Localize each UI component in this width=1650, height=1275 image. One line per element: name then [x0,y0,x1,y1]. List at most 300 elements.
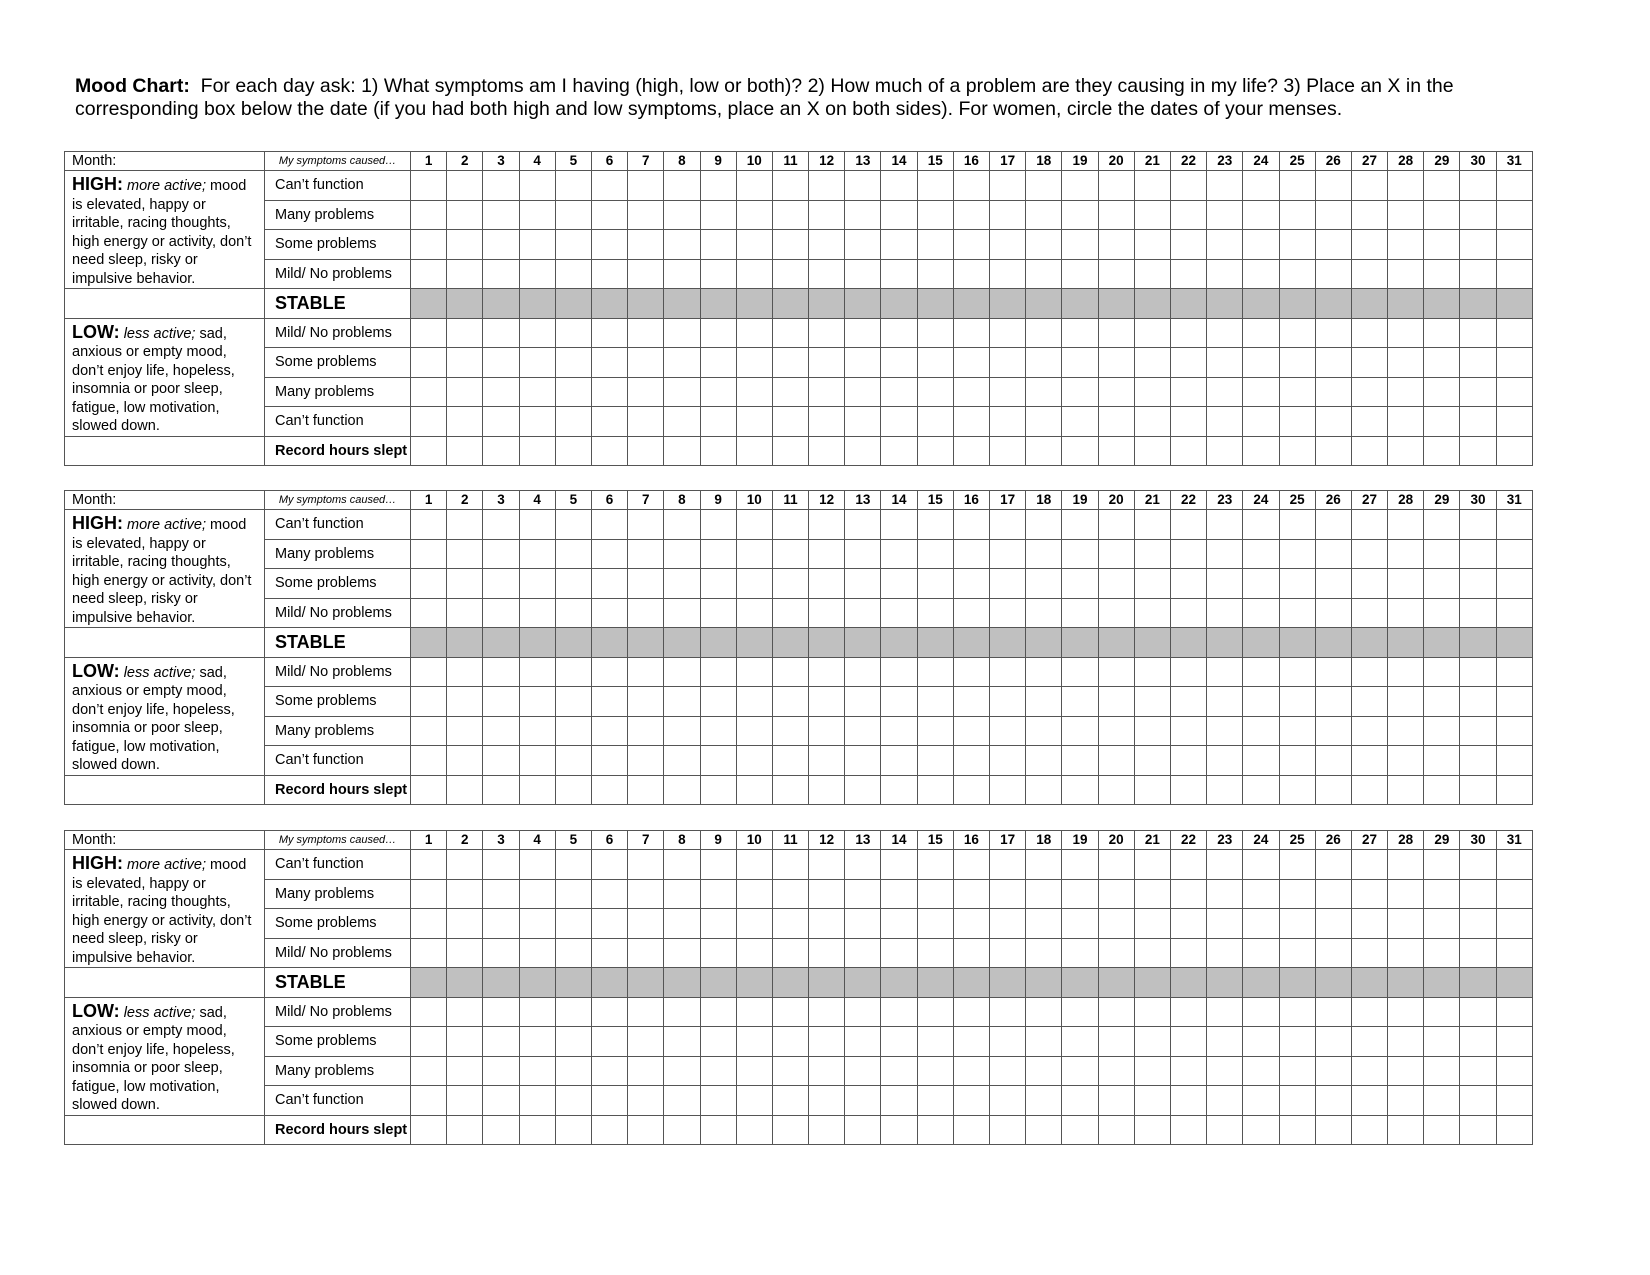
day-entry-cell[interactable] [555,318,591,348]
day-entry-cell[interactable] [483,909,519,939]
day-entry-cell[interactable] [881,1056,917,1086]
day-entry-cell[interactable] [411,938,447,968]
day-entry-cell[interactable] [990,687,1026,717]
day-entry-cell[interactable] [809,1056,845,1086]
day-entry-cell[interactable] [845,569,881,599]
day-entry-cell[interactable] [1170,1115,1206,1145]
day-entry-cell[interactable] [990,968,1026,998]
day-entry-cell[interactable] [1026,598,1062,628]
day-entry-cell[interactable] [664,628,700,658]
day-entry-cell[interactable] [1388,436,1424,466]
day-entry-cell[interactable] [990,1115,1026,1145]
day-entry-cell[interactable] [1496,377,1532,407]
day-entry-cell[interactable] [483,628,519,658]
day-entry-cell[interactable] [881,348,917,378]
day-entry-cell[interactable] [881,687,917,717]
day-entry-cell[interactable] [483,510,519,540]
day-entry-cell[interactable] [1315,598,1351,628]
day-entry-cell[interactable] [736,850,772,880]
day-entry-cell[interactable] [953,200,989,230]
day-entry-cell[interactable] [411,259,447,289]
day-entry-cell[interactable] [1351,657,1387,687]
day-entry-cell[interactable] [1388,968,1424,998]
day-entry-cell[interactable] [447,775,483,805]
day-entry-cell[interactable] [1388,348,1424,378]
day-entry-cell[interactable] [664,879,700,909]
day-entry-cell[interactable] [1207,539,1243,569]
day-entry-cell[interactable] [1351,1056,1387,1086]
day-entry-cell[interactable] [1207,716,1243,746]
day-entry-cell[interactable] [845,436,881,466]
day-entry-cell[interactable] [1134,628,1170,658]
day-entry-cell[interactable] [700,436,736,466]
day-entry-cell[interactable] [664,598,700,628]
day-entry-cell[interactable] [447,687,483,717]
day-entry-cell[interactable] [700,510,736,540]
day-entry-cell[interactable] [881,569,917,599]
day-entry-cell[interactable] [1026,1056,1062,1086]
day-entry-cell[interactable] [1134,569,1170,599]
day-entry-cell[interactable] [1170,510,1206,540]
day-entry-cell[interactable] [772,1027,808,1057]
day-entry-cell[interactable] [447,909,483,939]
day-entry-cell[interactable] [1243,436,1279,466]
day-entry-cell[interactable] [1279,746,1315,776]
day-entry-cell[interactable] [1062,348,1098,378]
day-entry-cell[interactable] [1460,436,1496,466]
day-entry-cell[interactable] [483,746,519,776]
day-entry-cell[interactable] [1243,318,1279,348]
day-entry-cell[interactable] [1207,909,1243,939]
day-entry-cell[interactable] [1170,377,1206,407]
day-entry-cell[interactable] [591,657,627,687]
day-entry-cell[interactable] [736,879,772,909]
day-entry-cell[interactable] [519,1056,555,1086]
day-entry-cell[interactable] [591,598,627,628]
day-entry-cell[interactable] [1170,171,1206,201]
day-entry-cell[interactable] [519,938,555,968]
day-entry-cell[interactable] [664,997,700,1027]
day-entry-cell[interactable] [411,879,447,909]
day-entry-cell[interactable] [881,968,917,998]
day-entry-cell[interactable] [1062,746,1098,776]
day-entry-cell[interactable] [1496,407,1532,437]
day-entry-cell[interactable] [519,230,555,260]
day-entry-cell[interactable] [628,879,664,909]
day-entry-cell[interactable] [1243,539,1279,569]
day-entry-cell[interactable] [447,1027,483,1057]
day-entry-cell[interactable] [1170,348,1206,378]
day-entry-cell[interactable] [664,1056,700,1086]
day-entry-cell[interactable] [483,289,519,319]
day-entry-cell[interactable] [1062,850,1098,880]
day-entry-cell[interactable] [700,850,736,880]
day-entry-cell[interactable] [809,879,845,909]
day-entry-cell[interactable] [1424,1056,1460,1086]
day-entry-cell[interactable] [700,938,736,968]
day-entry-cell[interactable] [1279,598,1315,628]
day-entry-cell[interactable] [1243,746,1279,776]
day-entry-cell[interactable] [881,289,917,319]
day-entry-cell[interactable] [411,716,447,746]
day-entry-cell[interactable] [591,628,627,658]
day-entry-cell[interactable] [519,687,555,717]
day-entry-cell[interactable] [1315,407,1351,437]
day-entry-cell[interactable] [411,318,447,348]
day-entry-cell[interactable] [628,968,664,998]
day-entry-cell[interactable] [1170,997,1206,1027]
day-entry-cell[interactable] [1496,968,1532,998]
day-entry-cell[interactable] [1496,657,1532,687]
day-entry-cell[interactable] [1388,775,1424,805]
day-entry-cell[interactable] [881,775,917,805]
day-entry-cell[interactable] [990,318,1026,348]
day-entry-cell[interactable] [1062,657,1098,687]
day-entry-cell[interactable] [1207,348,1243,378]
day-entry-cell[interactable] [1424,938,1460,968]
day-entry-cell[interactable] [809,746,845,776]
day-entry-cell[interactable] [845,539,881,569]
day-entry-cell[interactable] [1134,1115,1170,1145]
day-entry-cell[interactable] [555,1027,591,1057]
day-entry-cell[interactable] [1279,171,1315,201]
day-entry-cell[interactable] [483,436,519,466]
day-entry-cell[interactable] [990,1056,1026,1086]
day-entry-cell[interactable] [990,510,1026,540]
day-entry-cell[interactable] [953,1115,989,1145]
day-entry-cell[interactable] [664,1115,700,1145]
day-entry-cell[interactable] [628,200,664,230]
day-entry-cell[interactable] [953,1086,989,1116]
day-entry-cell[interactable] [1062,968,1098,998]
day-entry-cell[interactable] [664,436,700,466]
day-entry-cell[interactable] [990,598,1026,628]
day-entry-cell[interactable] [664,318,700,348]
day-entry-cell[interactable] [1062,879,1098,909]
day-entry-cell[interactable] [1243,289,1279,319]
day-entry-cell[interactable] [1098,230,1134,260]
day-entry-cell[interactable] [845,1027,881,1057]
day-entry-cell[interactable] [736,1115,772,1145]
day-entry-cell[interactable] [1062,938,1098,968]
day-entry-cell[interactable] [1026,746,1062,776]
day-entry-cell[interactable] [772,1056,808,1086]
day-entry-cell[interactable] [555,968,591,998]
day-entry-cell[interactable] [736,716,772,746]
day-entry-cell[interactable] [1170,628,1206,658]
day-entry-cell[interactable] [1279,436,1315,466]
day-entry-cell[interactable] [845,230,881,260]
day-entry-cell[interactable] [1351,377,1387,407]
day-entry-cell[interactable] [1207,230,1243,260]
day-entry-cell[interactable] [990,1086,1026,1116]
day-entry-cell[interactable] [772,879,808,909]
day-entry-cell[interactable] [772,436,808,466]
day-entry-cell[interactable] [1207,598,1243,628]
day-entry-cell[interactable] [1388,997,1424,1027]
day-entry-cell[interactable] [990,569,1026,599]
day-entry-cell[interactable] [628,230,664,260]
day-entry-cell[interactable] [1062,598,1098,628]
day-entry-cell[interactable] [917,569,953,599]
day-entry-cell[interactable] [881,318,917,348]
day-entry-cell[interactable] [1170,775,1206,805]
day-entry-cell[interactable] [1134,539,1170,569]
day-entry-cell[interactable] [1279,1056,1315,1086]
day-entry-cell[interactable] [953,879,989,909]
day-entry-cell[interactable] [809,850,845,880]
day-entry-cell[interactable] [1062,716,1098,746]
day-entry-cell[interactable] [483,377,519,407]
day-entry-cell[interactable] [1207,289,1243,319]
day-entry-cell[interactable] [736,230,772,260]
day-entry-cell[interactable] [1098,909,1134,939]
day-entry-cell[interactable] [809,348,845,378]
day-entry-cell[interactable] [1134,510,1170,540]
day-entry-cell[interactable] [1026,657,1062,687]
day-entry-cell[interactable] [1098,968,1134,998]
day-entry-cell[interactable] [1243,1115,1279,1145]
day-entry-cell[interactable] [809,628,845,658]
day-entry-cell[interactable] [1388,657,1424,687]
day-entry-cell[interactable] [1496,775,1532,805]
day-entry-cell[interactable] [411,850,447,880]
day-entry-cell[interactable] [1026,436,1062,466]
day-entry-cell[interactable] [483,716,519,746]
day-entry-cell[interactable] [483,569,519,599]
day-entry-cell[interactable] [1460,259,1496,289]
day-entry-cell[interactable] [1460,510,1496,540]
day-entry-cell[interactable] [447,289,483,319]
day-entry-cell[interactable] [1315,318,1351,348]
day-entry-cell[interactable] [519,377,555,407]
day-entry-cell[interactable] [772,909,808,939]
day-entry-cell[interactable] [736,259,772,289]
day-entry-cell[interactable] [845,348,881,378]
day-entry-cell[interactable] [1098,348,1134,378]
day-entry-cell[interactable] [1207,775,1243,805]
day-entry-cell[interactable] [1315,510,1351,540]
day-entry-cell[interactable] [809,171,845,201]
day-entry-cell[interactable] [772,746,808,776]
day-entry-cell[interactable] [809,510,845,540]
day-entry-cell[interactable] [809,968,845,998]
day-entry-cell[interactable] [1243,510,1279,540]
day-entry-cell[interactable] [700,909,736,939]
day-entry-cell[interactable] [664,348,700,378]
day-entry-cell[interactable] [1134,687,1170,717]
day-entry-cell[interactable] [483,348,519,378]
day-entry-cell[interactable] [1388,259,1424,289]
day-entry-cell[interactable] [483,200,519,230]
day-entry-cell[interactable] [809,687,845,717]
day-entry-cell[interactable] [953,348,989,378]
day-entry-cell[interactable] [591,879,627,909]
day-entry-cell[interactable] [1351,1027,1387,1057]
day-entry-cell[interactable] [519,318,555,348]
day-entry-cell[interactable] [1134,200,1170,230]
day-entry-cell[interactable] [519,259,555,289]
day-entry-cell[interactable] [1496,539,1532,569]
day-entry-cell[interactable] [1496,318,1532,348]
day-entry-cell[interactable] [1351,1115,1387,1145]
day-entry-cell[interactable] [1026,230,1062,260]
day-entry-cell[interactable] [1062,230,1098,260]
day-entry-cell[interactable] [555,230,591,260]
day-entry-cell[interactable] [990,628,1026,658]
day-entry-cell[interactable] [1062,318,1098,348]
day-entry-cell[interactable] [1207,997,1243,1027]
day-entry-cell[interactable] [591,909,627,939]
day-entry-cell[interactable] [1351,289,1387,319]
day-entry-cell[interactable] [628,377,664,407]
day-entry-cell[interactable] [664,510,700,540]
day-entry-cell[interactable] [953,318,989,348]
day-entry-cell[interactable] [1062,569,1098,599]
day-entry-cell[interactable] [1279,1086,1315,1116]
day-entry-cell[interactable] [1351,436,1387,466]
day-entry-cell[interactable] [555,510,591,540]
day-entry-cell[interactable] [1388,850,1424,880]
day-entry-cell[interactable] [447,510,483,540]
day-entry-cell[interactable] [555,775,591,805]
day-entry-cell[interactable] [700,1056,736,1086]
day-entry-cell[interactable] [555,1086,591,1116]
day-entry-cell[interactable] [555,687,591,717]
day-entry-cell[interactable] [772,230,808,260]
day-entry-cell[interactable] [1279,539,1315,569]
day-entry-cell[interactable] [809,1027,845,1057]
day-entry-cell[interactable] [1279,938,1315,968]
day-entry-cell[interactable] [1496,348,1532,378]
day-entry-cell[interactable] [483,775,519,805]
day-entry-cell[interactable] [664,1027,700,1057]
day-entry-cell[interactable] [411,1115,447,1145]
day-entry-cell[interactable] [628,407,664,437]
day-entry-cell[interactable] [1388,938,1424,968]
day-entry-cell[interactable] [591,775,627,805]
day-entry-cell[interactable] [1351,598,1387,628]
day-entry-cell[interactable] [700,775,736,805]
day-entry-cell[interactable] [1315,230,1351,260]
day-entry-cell[interactable] [1351,628,1387,658]
day-entry-cell[interactable] [809,716,845,746]
day-entry-cell[interactable] [1315,909,1351,939]
day-entry-cell[interactable] [1062,1056,1098,1086]
day-entry-cell[interactable] [1351,259,1387,289]
day-entry-cell[interactable] [953,407,989,437]
day-entry-cell[interactable] [772,259,808,289]
day-entry-cell[interactable] [1460,289,1496,319]
day-entry-cell[interactable] [917,539,953,569]
day-entry-cell[interactable] [917,746,953,776]
day-entry-cell[interactable] [736,938,772,968]
day-entry-cell[interactable] [1134,775,1170,805]
day-entry-cell[interactable] [628,687,664,717]
day-entry-cell[interactable] [628,628,664,658]
day-entry-cell[interactable] [555,850,591,880]
day-entry-cell[interactable] [1170,200,1206,230]
day-entry-cell[interactable] [1098,775,1134,805]
day-entry-cell[interactable] [736,968,772,998]
day-entry-cell[interactable] [700,569,736,599]
day-entry-cell[interactable] [1388,407,1424,437]
day-entry-cell[interactable] [700,746,736,776]
day-entry-cell[interactable] [809,200,845,230]
day-entry-cell[interactable] [447,436,483,466]
day-entry-cell[interactable] [809,598,845,628]
day-entry-cell[interactable] [1496,1056,1532,1086]
day-entry-cell[interactable] [1243,687,1279,717]
day-entry-cell[interactable] [1098,716,1134,746]
day-entry-cell[interactable] [1279,687,1315,717]
day-entry-cell[interactable] [1026,1115,1062,1145]
day-entry-cell[interactable] [447,200,483,230]
day-entry-cell[interactable] [591,318,627,348]
day-entry-cell[interactable] [736,436,772,466]
day-entry-cell[interactable] [772,716,808,746]
day-entry-cell[interactable] [1170,687,1206,717]
day-entry-cell[interactable] [555,879,591,909]
day-entry-cell[interactable] [845,657,881,687]
day-entry-cell[interactable] [990,879,1026,909]
day-entry-cell[interactable] [628,938,664,968]
day-entry-cell[interactable] [881,598,917,628]
day-entry-cell[interactable] [772,377,808,407]
day-entry-cell[interactable] [917,200,953,230]
day-entry-cell[interactable] [1460,539,1496,569]
day-entry-cell[interactable] [881,436,917,466]
day-entry-cell[interactable] [1388,1115,1424,1145]
day-entry-cell[interactable] [555,289,591,319]
day-entry-cell[interactable] [1062,1115,1098,1145]
day-entry-cell[interactable] [700,716,736,746]
day-entry-cell[interactable] [881,259,917,289]
day-entry-cell[interactable] [1388,909,1424,939]
day-entry-cell[interactable] [411,407,447,437]
day-entry-cell[interactable] [881,1027,917,1057]
day-entry-cell[interactable] [519,657,555,687]
day-entry-cell[interactable] [591,569,627,599]
day-entry-cell[interactable] [1170,938,1206,968]
day-entry-cell[interactable] [1351,716,1387,746]
day-entry-cell[interactable] [700,407,736,437]
day-entry-cell[interactable] [411,200,447,230]
day-entry-cell[interactable] [411,171,447,201]
day-entry-cell[interactable] [881,377,917,407]
day-entry-cell[interactable] [1351,569,1387,599]
day-entry-cell[interactable] [1098,746,1134,776]
day-entry-cell[interactable] [1424,598,1460,628]
day-entry-cell[interactable] [1424,997,1460,1027]
day-entry-cell[interactable] [519,968,555,998]
day-entry-cell[interactable] [990,289,1026,319]
day-entry-cell[interactable] [1207,1056,1243,1086]
day-entry-cell[interactable] [917,510,953,540]
day-entry-cell[interactable] [1243,171,1279,201]
day-entry-cell[interactable] [1424,259,1460,289]
day-entry-cell[interactable] [1134,879,1170,909]
day-entry-cell[interactable] [881,200,917,230]
day-entry-cell[interactable] [555,657,591,687]
day-entry-cell[interactable] [519,407,555,437]
day-entry-cell[interactable] [1279,716,1315,746]
day-entry-cell[interactable] [1460,569,1496,599]
day-entry-cell[interactable] [917,1056,953,1086]
day-entry-cell[interactable] [1315,850,1351,880]
day-entry-cell[interactable] [1134,997,1170,1027]
day-entry-cell[interactable] [411,348,447,378]
